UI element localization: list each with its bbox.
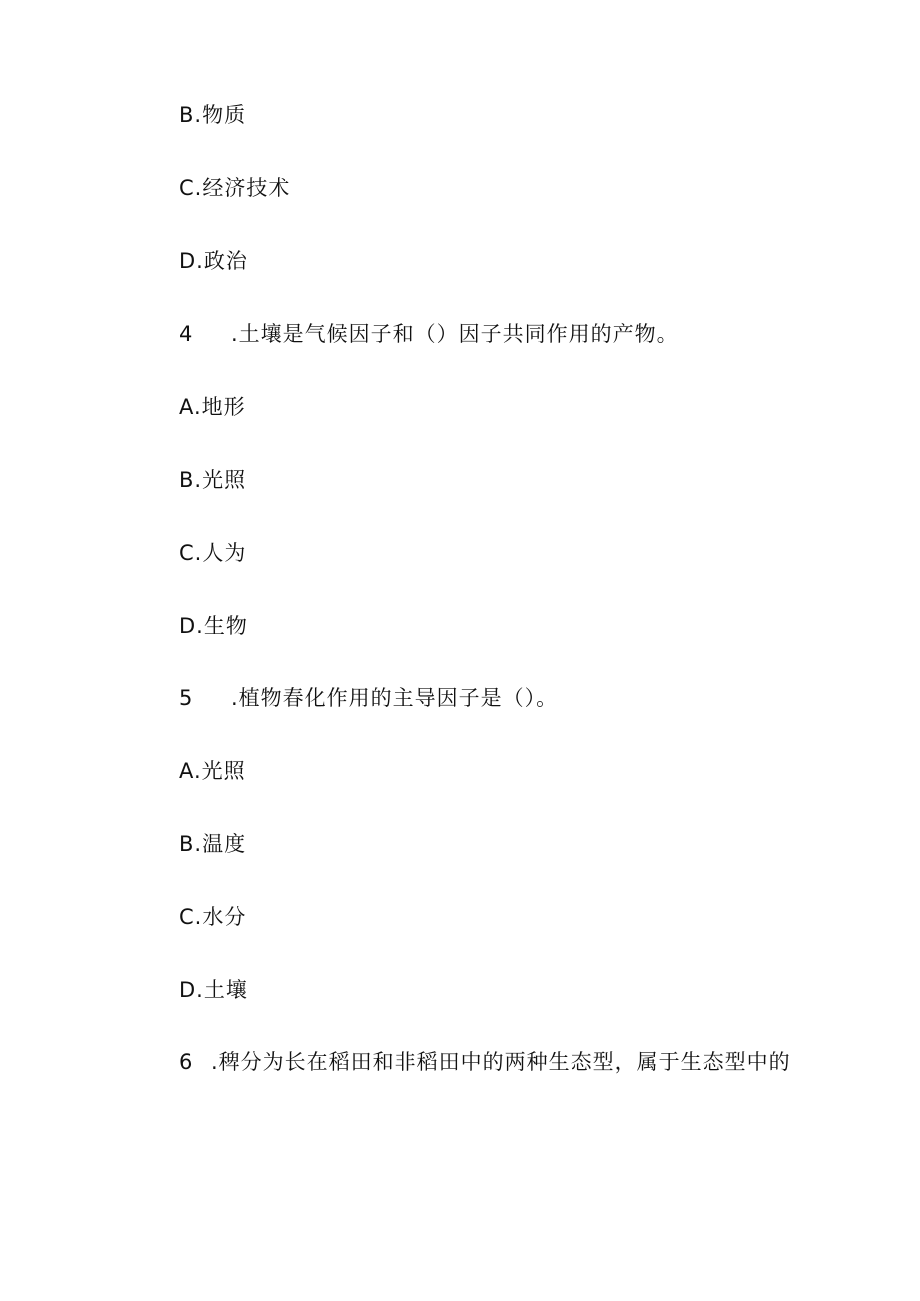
option-b-q5: B.温度 [179, 832, 247, 856]
option-b-q4: B.光照 [179, 468, 247, 492]
question-text: .土壤是气候因子和（）因子共同作用的产物。 [231, 322, 679, 346]
question-6 [179, 1048, 791, 1076]
option-a-q4: A.地形 [179, 395, 246, 419]
option-d-q5: D.土壤 [179, 978, 248, 1002]
option-a-q5: A.光照 [179, 759, 246, 783]
question-text: .植物春化作用的主导因子是（）。 [231, 686, 559, 710]
option-b-q3: B.物质 [179, 103, 247, 127]
question-number: 5 [179, 686, 194, 710]
question-number: 6 [179, 1050, 194, 1074]
question-number: 4 [179, 322, 194, 346]
option-d-q4: D.生物 [179, 614, 248, 638]
option-c-q5: C.水分 [179, 905, 247, 929]
option-c-q3: C.经济技术 [179, 176, 291, 200]
question-4 [179, 320, 679, 348]
option-d-q3: D.政治 [179, 249, 248, 273]
option-c-q4: C.人为 [179, 541, 247, 565]
question-5 [179, 684, 558, 712]
question-text: .稗分为长在稻田和非稻田中的两种生态型，属于生态型中的 [211, 1050, 791, 1074]
